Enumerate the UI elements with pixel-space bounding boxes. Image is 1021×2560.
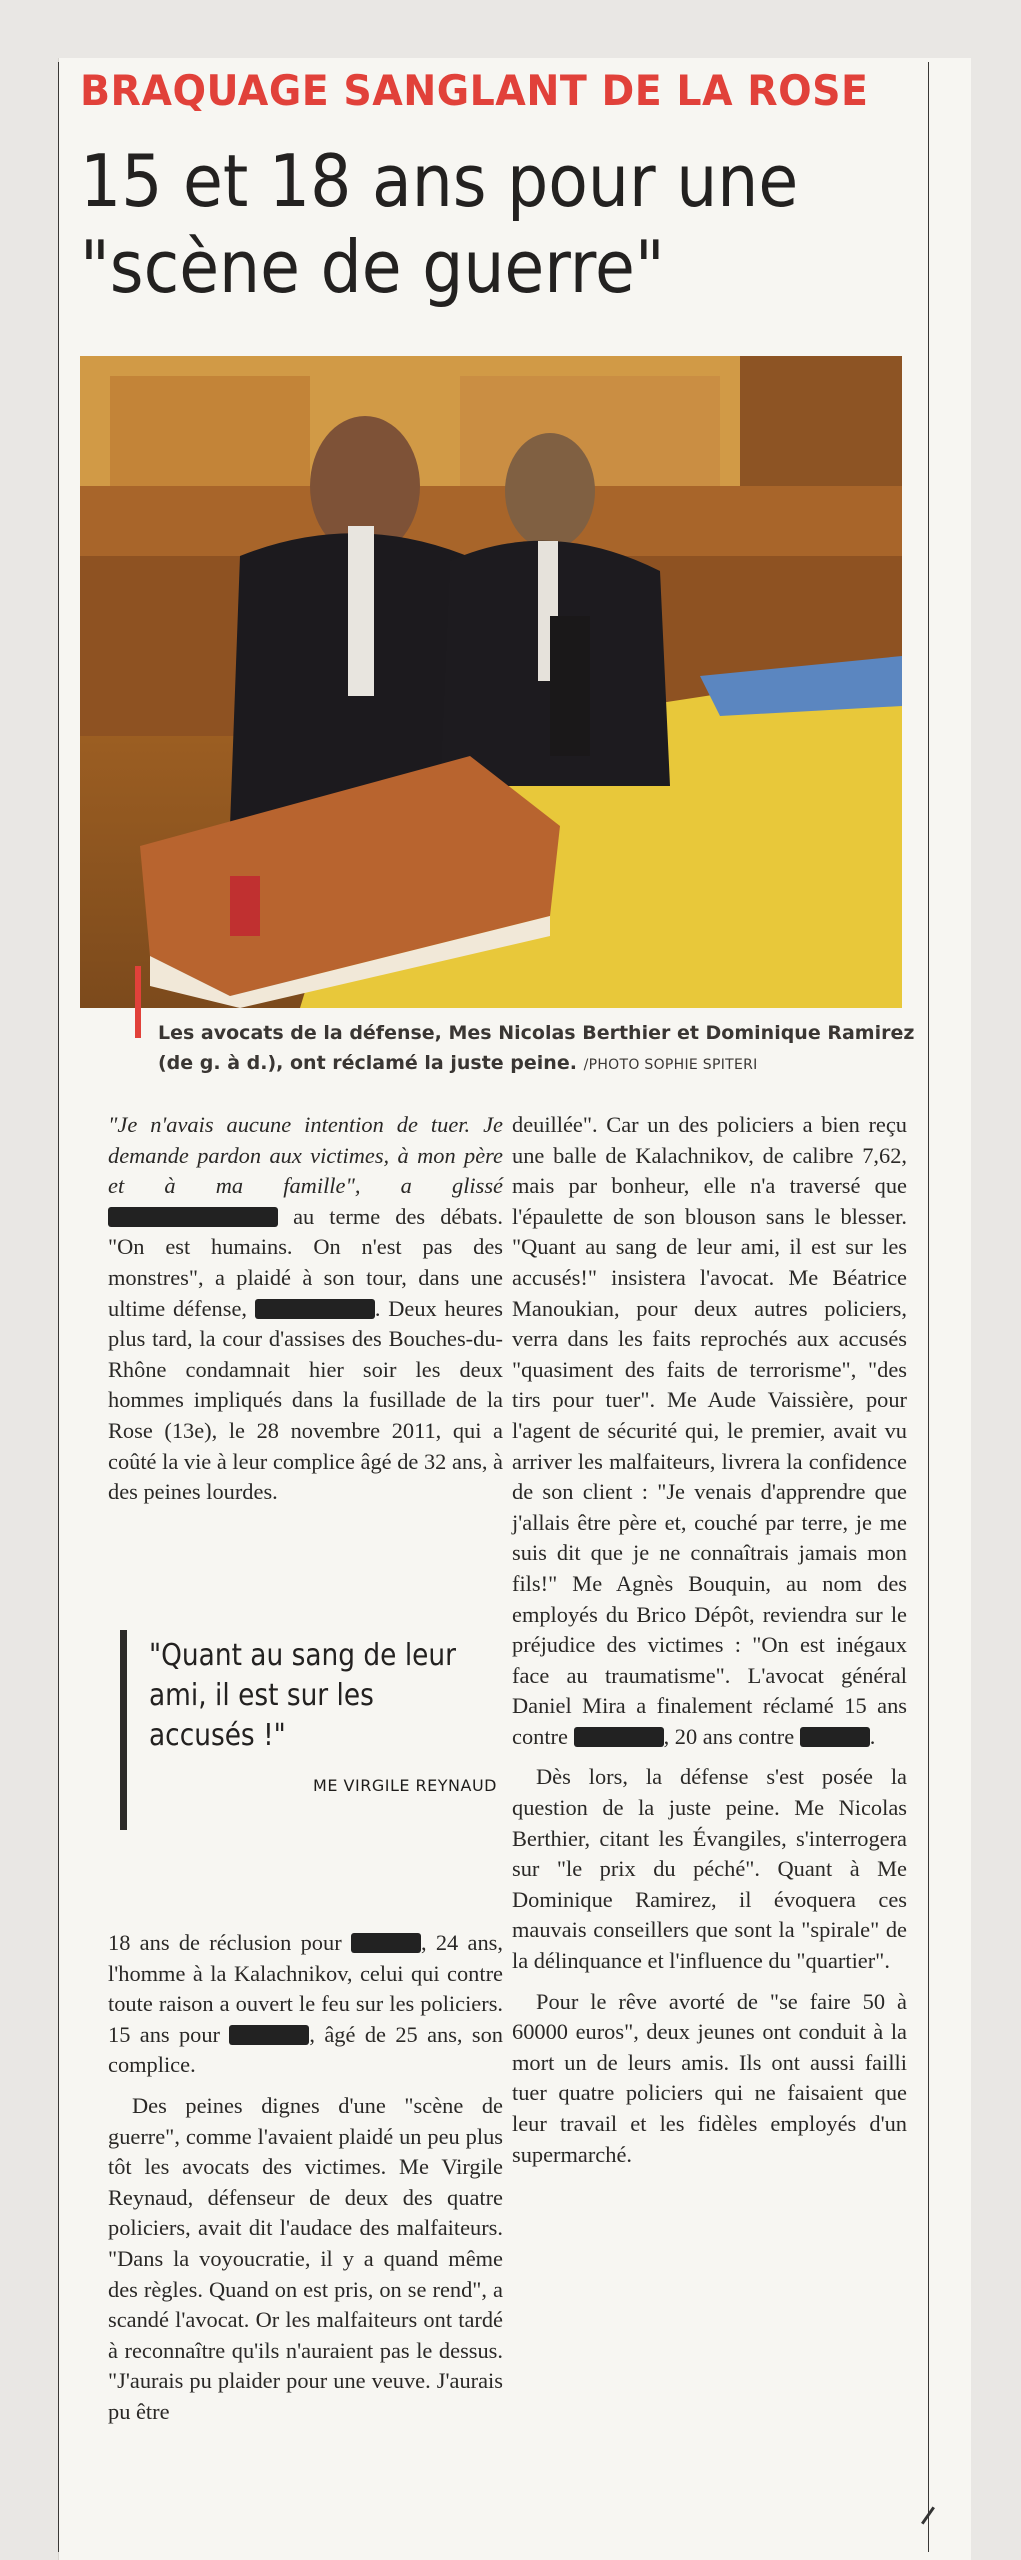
headline-line-2: "scène de guerre" <box>80 225 665 309</box>
redacted-name <box>800 1727 870 1747</box>
pull-quote-author: ME VIRGILE REYNAUD <box>313 1776 497 1795</box>
paragraph: Des peines dignes d'une "scène de guerre", comme l'avaient plaidé un peu plus tôt les avocats des victimes. Me Virgile Reynaud, défenseur de deux des quatre policiers, avait dit l'audace des malfaiteurs. "Dans la voyoucratie, il y a quand même des règles. Quand on est pris, on se rend", a scandé l'avocat. Or les malfaiteurs ont tardé à reconnaître qu'ils n'auraient pas le dessus. "J'aurais pu plaider pour une veuve. J'aurais pu être <box>108 2092 503 2424</box>
redacted-name <box>229 2025 309 2045</box>
paragraph <box>108 1928 503 2081</box>
paragraph-text: , 20 ans contre <box>663 1723 795 1749</box>
paragraph-text: , 24 ans, l'homme à la Kalachnikov, celui qui contre toute raison a ouvert le feu sur les policiers. 15 ans pour <box>108 1930 503 2047</box>
paragraph-text: , âgé de 25 ans, son complice. <box>108 2021 503 2078</box>
redacted-name <box>574 1727 664 1747</box>
photo-caption-text: Les avocats de la défense, Mes Nicolas Berthier et Dominique Ramirez (de g. à d.), ont réclamé la juste peine. <box>158 1022 915 1074</box>
paragraph <box>108 1110 503 1508</box>
redacted-name <box>108 1207 278 1227</box>
paragraph-text: . Deux heures plus tard, la cour d'assises des Bouches-du-Rhône condamnait hier soir les deux hommes impliqués dans la fusillade de la Rose (13e), le 28 novembre 2011, qui a coûté la vie à leur complice âgé de 32 ans, à des peines lourdes. <box>108 1295 503 1505</box>
photo-caption <box>158 1018 918 1080</box>
paragraph-text: deuillée". Car un des policiers a bien reçu une balle de Kalachnikov, de calibre 7,62, mais par bonheur, elle n'a traversé que l'épaulette de son blouson sans le blesser. "Quant au sang de leur ami, il est sur les accusés!" insistera l'avocat. Me Béatrice Manoukian, pour deux autres policiers, verra dans les faits reprochés aux accusés "quasiment des faits de terrorisme", "des tirs pour tuer". Me Aude Vaissière, pour l'agent de sécurité qui, le premier, avait vu arriver les malfaiteurs, livrera la confidence de son client : "Je venais d'apprendre que j'allais être père et, couché par terre, je me suis dit que je ne connaîtrais jamais mon fils!" Me Agnès Bouquin, au nom des employés du Brico Dépôt, reviendra sur le préjudice des victimes : "On est inégaux face au traumatisme". L'avocat général Daniel Mira a finalement réclamé 15 ans contre <box>512 1112 907 1749</box>
paragraph-text: 18 ans de réclusion pour <box>108 1930 342 1955</box>
body-column-2 <box>512 1110 907 2170</box>
redacted-name <box>255 1299 375 1319</box>
paragraph: Dès lors, la défense s'est posée la question de la juste peine. Me Nicolas Berthier, citant les Évangiles, s'interrogera sur "le prix du péché". Quant à Me Dominique Ramirez, il évoquera ces mauvais conseillers que sont la "spirale" de la délinquance et l'influence du "quartier". <box>512 1764 907 1974</box>
caption-accent-bar <box>135 966 141 1038</box>
pull-quote-text: "Quant au sang de leur ami, il est sur les accusés !" <box>149 1638 456 1753</box>
lawyers-photo-illustration <box>80 356 902 1008</box>
left-page-edge <box>58 62 59 2552</box>
body-column-1-top <box>108 1110 503 1508</box>
body-column-1-bottom <box>108 1928 503 2428</box>
right-page-edge <box>928 62 929 2552</box>
paragraph: Pour le rêve avorté de "se faire 50 à 60000 euros", deux jeunes ont conduit à la mort un de leurs amis. Ils ont aussi failli tuer quatre policiers qui ne faisaient que leur travail et les fidèles employés d'un supermarché. <box>512 1988 907 2167</box>
pull-quote <box>120 1630 507 1830</box>
paragraph-text: "Je n'avais aucune intention de tuer. Je demande pardon aux victimes, à mon père et à ma famille", a glissé <box>108 1112 503 1199</box>
paragraph-text: au terme des débats. "On est humains. On n'est pas des monstres", a plaidé à son tour, dans une ultime défense, <box>108 1203 503 1321</box>
courtroom-photo <box>80 356 902 1008</box>
paragraph-text: . <box>869 1723 876 1749</box>
paragraph <box>512 1110 907 1752</box>
article-headline <box>80 138 854 310</box>
redacted-name <box>351 1933 421 1953</box>
headline-line-1: 15 et 18 ans pour une <box>80 139 799 223</box>
photo-credit: /PHOTO SOPHIE SPITERI <box>583 1057 758 1073</box>
article-kicker: BRAQUAGE SANGLANT DE LA ROSE <box>80 66 869 115</box>
